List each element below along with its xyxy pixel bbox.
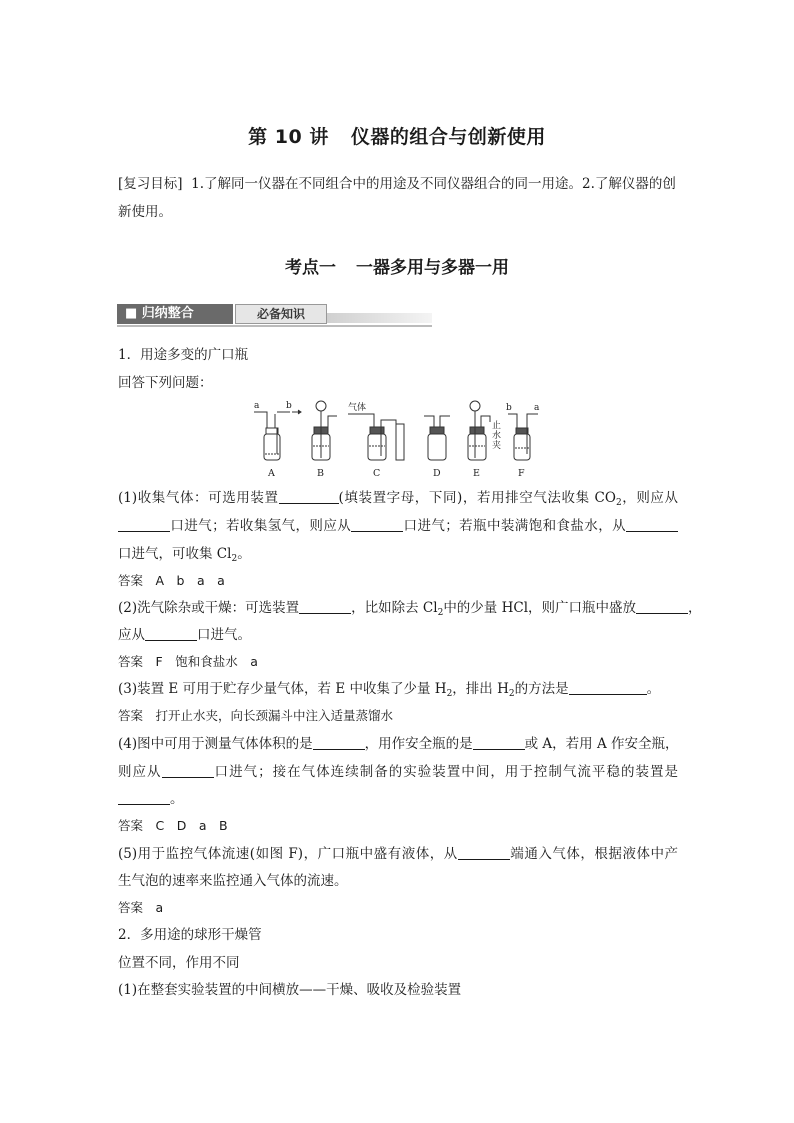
q5-line1: (5)用于监控气体流速(如图 F)，广口瓶中盛有液体，从 端通入气体，根据液体中产 <box>118 846 678 862</box>
q4-line1: (4)图中可用于测量气体体积的是 ，用作安全瓶的是 或 A，若用 A 作安全瓶， <box>118 736 679 752</box>
q1-line1: (1)收集气体：可选用装置 (填装置字母，下同)，若用排空气法收集 $CO_2$，则应从 <box>118 490 679 508</box>
page-title <box>0 122 794 149</box>
review-text: 1.了解同一仪器在不同组合中的用途及不同仪器组合的同一用途。2.了解仪器的创新使用。 <box>118 176 676 220</box>
review-objectives <box>118 170 678 226</box>
q5-answer: 答案 a <box>118 900 164 915</box>
q1-blank-2[interactable] <box>118 517 170 532</box>
item2-line2: (1)在整套实验装置的中间横放——干燥、吸收及检验装置 <box>118 982 462 998</box>
q1-line2: 口进气；若收集氢气，则应从 口进气；若瓶中装满饱和食盐水，从 <box>118 516 678 536</box>
q4-answer: 答案 C D a B <box>118 818 228 833</box>
q1-blank-3[interactable] <box>351 517 403 532</box>
gas-label: 气体 <box>348 403 367 413</box>
q4-blank-4[interactable] <box>118 790 170 805</box>
item1-prompt: 回答下列问题： <box>118 375 213 391</box>
item2-line1: 位置不同，作用不同 <box>118 955 240 971</box>
banner-rule <box>327 313 432 323</box>
label-f: F <box>518 468 525 479</box>
clamp-label-2: 水 <box>492 431 502 441</box>
q5-blank-1[interactable] <box>458 845 510 860</box>
q2-line1: (2)洗气除杂或干燥：可选装置 ，比如除去 $Cl_2$中的少量 HCl，则广口瓶中盛放 ， <box>118 600 702 618</box>
q1-blank-4[interactable] <box>626 517 678 532</box>
section-title <box>0 253 794 278</box>
label-e: E <box>473 468 480 479</box>
q1-blank-1[interactable] <box>279 489 339 504</box>
banner-knowledge-label: 必备知识 <box>235 304 327 324</box>
bottle-a-diagram <box>254 412 290 460</box>
q2-blank-1[interactable] <box>299 599 351 614</box>
item2-heading: 2．多用途的球形干燥管 <box>118 927 262 943</box>
bottle-b-diagram <box>312 401 337 460</box>
bottle-e-diagram <box>468 401 490 460</box>
port-b-label-2: b <box>506 403 512 413</box>
q1-answer: 答案 A b a a <box>118 573 225 588</box>
q5-line2: 生气泡的速率来监控通入气体的流速。 <box>118 873 348 889</box>
q4-blank-2[interactable] <box>473 735 525 750</box>
port-a-label-1: a <box>254 401 260 411</box>
title-topic: 仪器的组合与创新使用 <box>350 126 546 148</box>
item1-heading: 1．用途多变的广口瓶 <box>118 347 249 363</box>
bottle-c-diagram <box>348 414 404 460</box>
banner-underline <box>117 325 432 327</box>
q3-blank-1[interactable] <box>569 680 647 695</box>
label-d: D <box>433 468 441 479</box>
section-banner <box>117 302 432 328</box>
q3-answer: 答案 打开止水夹，向长颈漏斗中注入适量蒸馏水 <box>118 708 394 723</box>
review-tag: [复习目标] <box>118 176 183 192</box>
q2-blank-2[interactable] <box>636 599 688 614</box>
q4-line3: 。 <box>118 789 678 809</box>
title-lecture-number: 第 10 讲 <box>248 126 329 148</box>
label-c: C <box>373 468 381 479</box>
q1-line3: 口进气，可收集 $Cl_2$。 <box>118 546 251 564</box>
section-topic: 一器多用与多器一用 <box>356 258 509 278</box>
port-b-label-1: b <box>286 401 292 411</box>
q2-answer: 答案 F 饱和食盐水 a <box>118 654 258 669</box>
q3-line1: (3)装置 E 可用于贮存少量气体，若 E 中收集了少量 $H_2$，排出 $H_2$的方法是 。 <box>118 681 661 699</box>
q4-blank-1[interactable] <box>313 735 365 750</box>
q4-line2: 则应从 口进气；接在气体连续制备的实验装置中间，用于控制气流平稳的装置是 <box>118 764 679 780</box>
section-number: 考点一 <box>285 258 336 278</box>
q2-line2: 应从 口进气。 <box>118 627 251 643</box>
label-b: B <box>317 468 324 479</box>
bottle-f-diagram <box>508 414 538 460</box>
port-a-label-2: a <box>534 403 540 413</box>
q4-blank-3[interactable] <box>162 763 214 778</box>
apparatus-figure <box>240 398 560 480</box>
bottle-d-diagram <box>424 416 450 460</box>
q2-blank-3[interactable] <box>145 626 197 641</box>
clamp-label-1: 止 <box>492 421 502 431</box>
label-a: A <box>268 468 275 479</box>
banner-summary-label: ■ 归纳整合 <box>117 304 233 324</box>
clamp-label-3: 夹 <box>492 441 502 451</box>
